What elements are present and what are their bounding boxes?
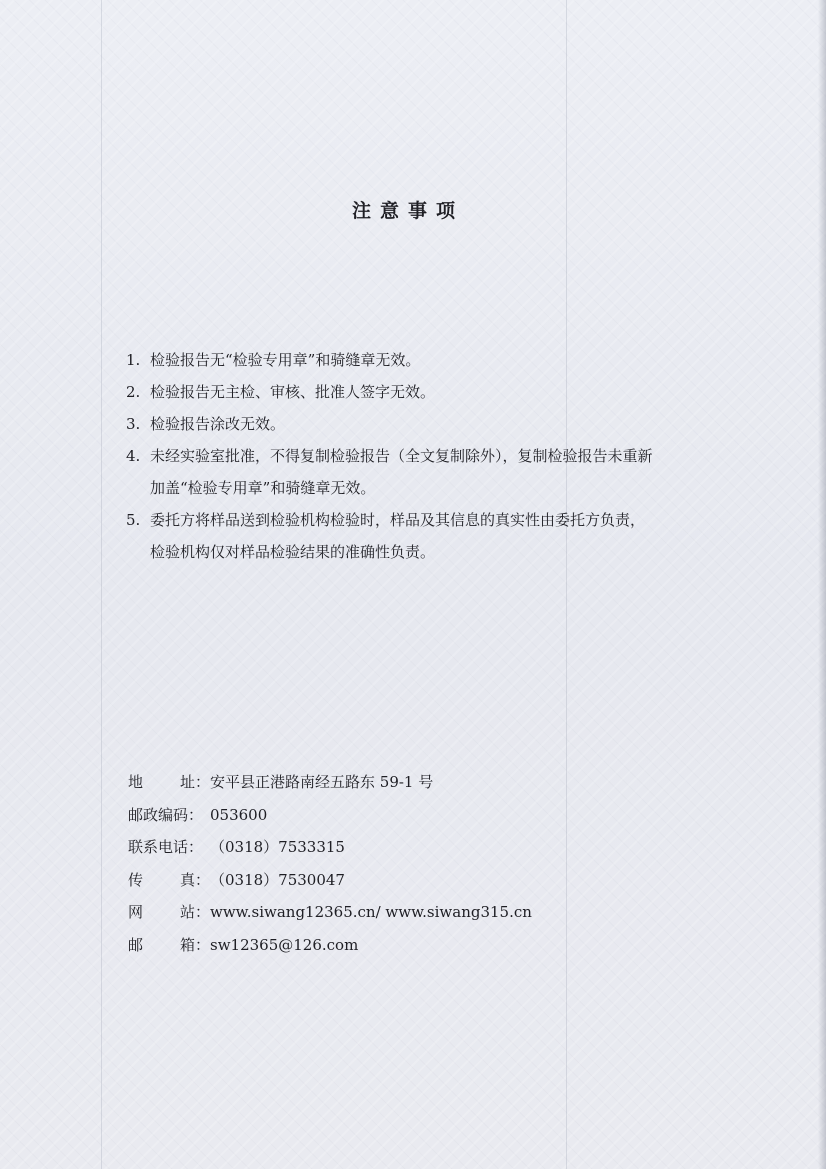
note-text: 检验报告无“检验专用章”和骑缝章无效。: [150, 351, 421, 369]
contact-label: [128, 896, 210, 929]
note-item: [126, 344, 726, 376]
contact-label: [128, 929, 210, 962]
label-char: 传: [128, 870, 144, 889]
contact-website: [128, 896, 532, 929]
postcode-value: 053600: [210, 805, 268, 824]
contact-phone: [128, 831, 532, 864]
paper-fold-line: [101, 0, 102, 1169]
label-char: 站：: [179, 903, 210, 921]
note-item: [126, 440, 726, 504]
contact-email: [128, 929, 532, 962]
page-title: 注意事项: [351, 200, 464, 222]
email-value: sw12365@126.com: [210, 935, 359, 954]
notes-list: [126, 344, 726, 568]
contact-label: 联系电话：: [128, 838, 204, 856]
label-char: 地: [128, 773, 144, 791]
paper-fold-line: [566, 0, 567, 1169]
contact-info: [128, 766, 532, 961]
label-char: 网: [128, 903, 144, 921]
label-char: 址：: [179, 773, 210, 791]
phone-value: （0318）7533315: [210, 838, 345, 856]
contact-fax: [128, 864, 532, 897]
note-number: 1.: [126, 351, 141, 369]
note-item: [126, 408, 726, 440]
contact-address: [128, 766, 532, 799]
note-number: 4.: [126, 447, 141, 465]
note-number: 2.: [126, 383, 141, 401]
contact-label: 邮政编码：: [128, 805, 204, 824]
note-number: 5.: [126, 511, 141, 529]
note-text: 检验报告无主检、审核、批准人签字无效。: [150, 383, 436, 401]
fax-value: （0318）7530047: [210, 870, 345, 889]
label-char: 箱：: [179, 935, 210, 954]
note-item: [126, 504, 726, 568]
note-item: [126, 376, 726, 408]
contact-postcode: [128, 799, 532, 832]
address-value: 安平县正港路南经五路东 59-1 号: [210, 773, 434, 791]
paper-edge: [818, 0, 826, 1169]
website-value: www.siwang12365.cn/ www.siwang315.cn: [210, 903, 532, 921]
contact-label: [128, 766, 210, 799]
note-number: 3.: [126, 415, 141, 433]
label-char: 邮: [128, 935, 144, 954]
note-text: 未经实验室批准，不得复制检验报告（全文复制除外），复制检验报告未重新 加盖“检验专用章”和骑缝章无效。: [150, 447, 653, 497]
note-text: 检验报告涂改无效。: [150, 415, 286, 433]
note-text: 委托方将样品送到检验机构检验时，样品及其信息的真实性由委托方负责， 检验机构仅对样品检验结果的准确性负责。: [150, 511, 646, 561]
contact-label: [128, 864, 210, 897]
label-char: 真：: [179, 870, 210, 889]
